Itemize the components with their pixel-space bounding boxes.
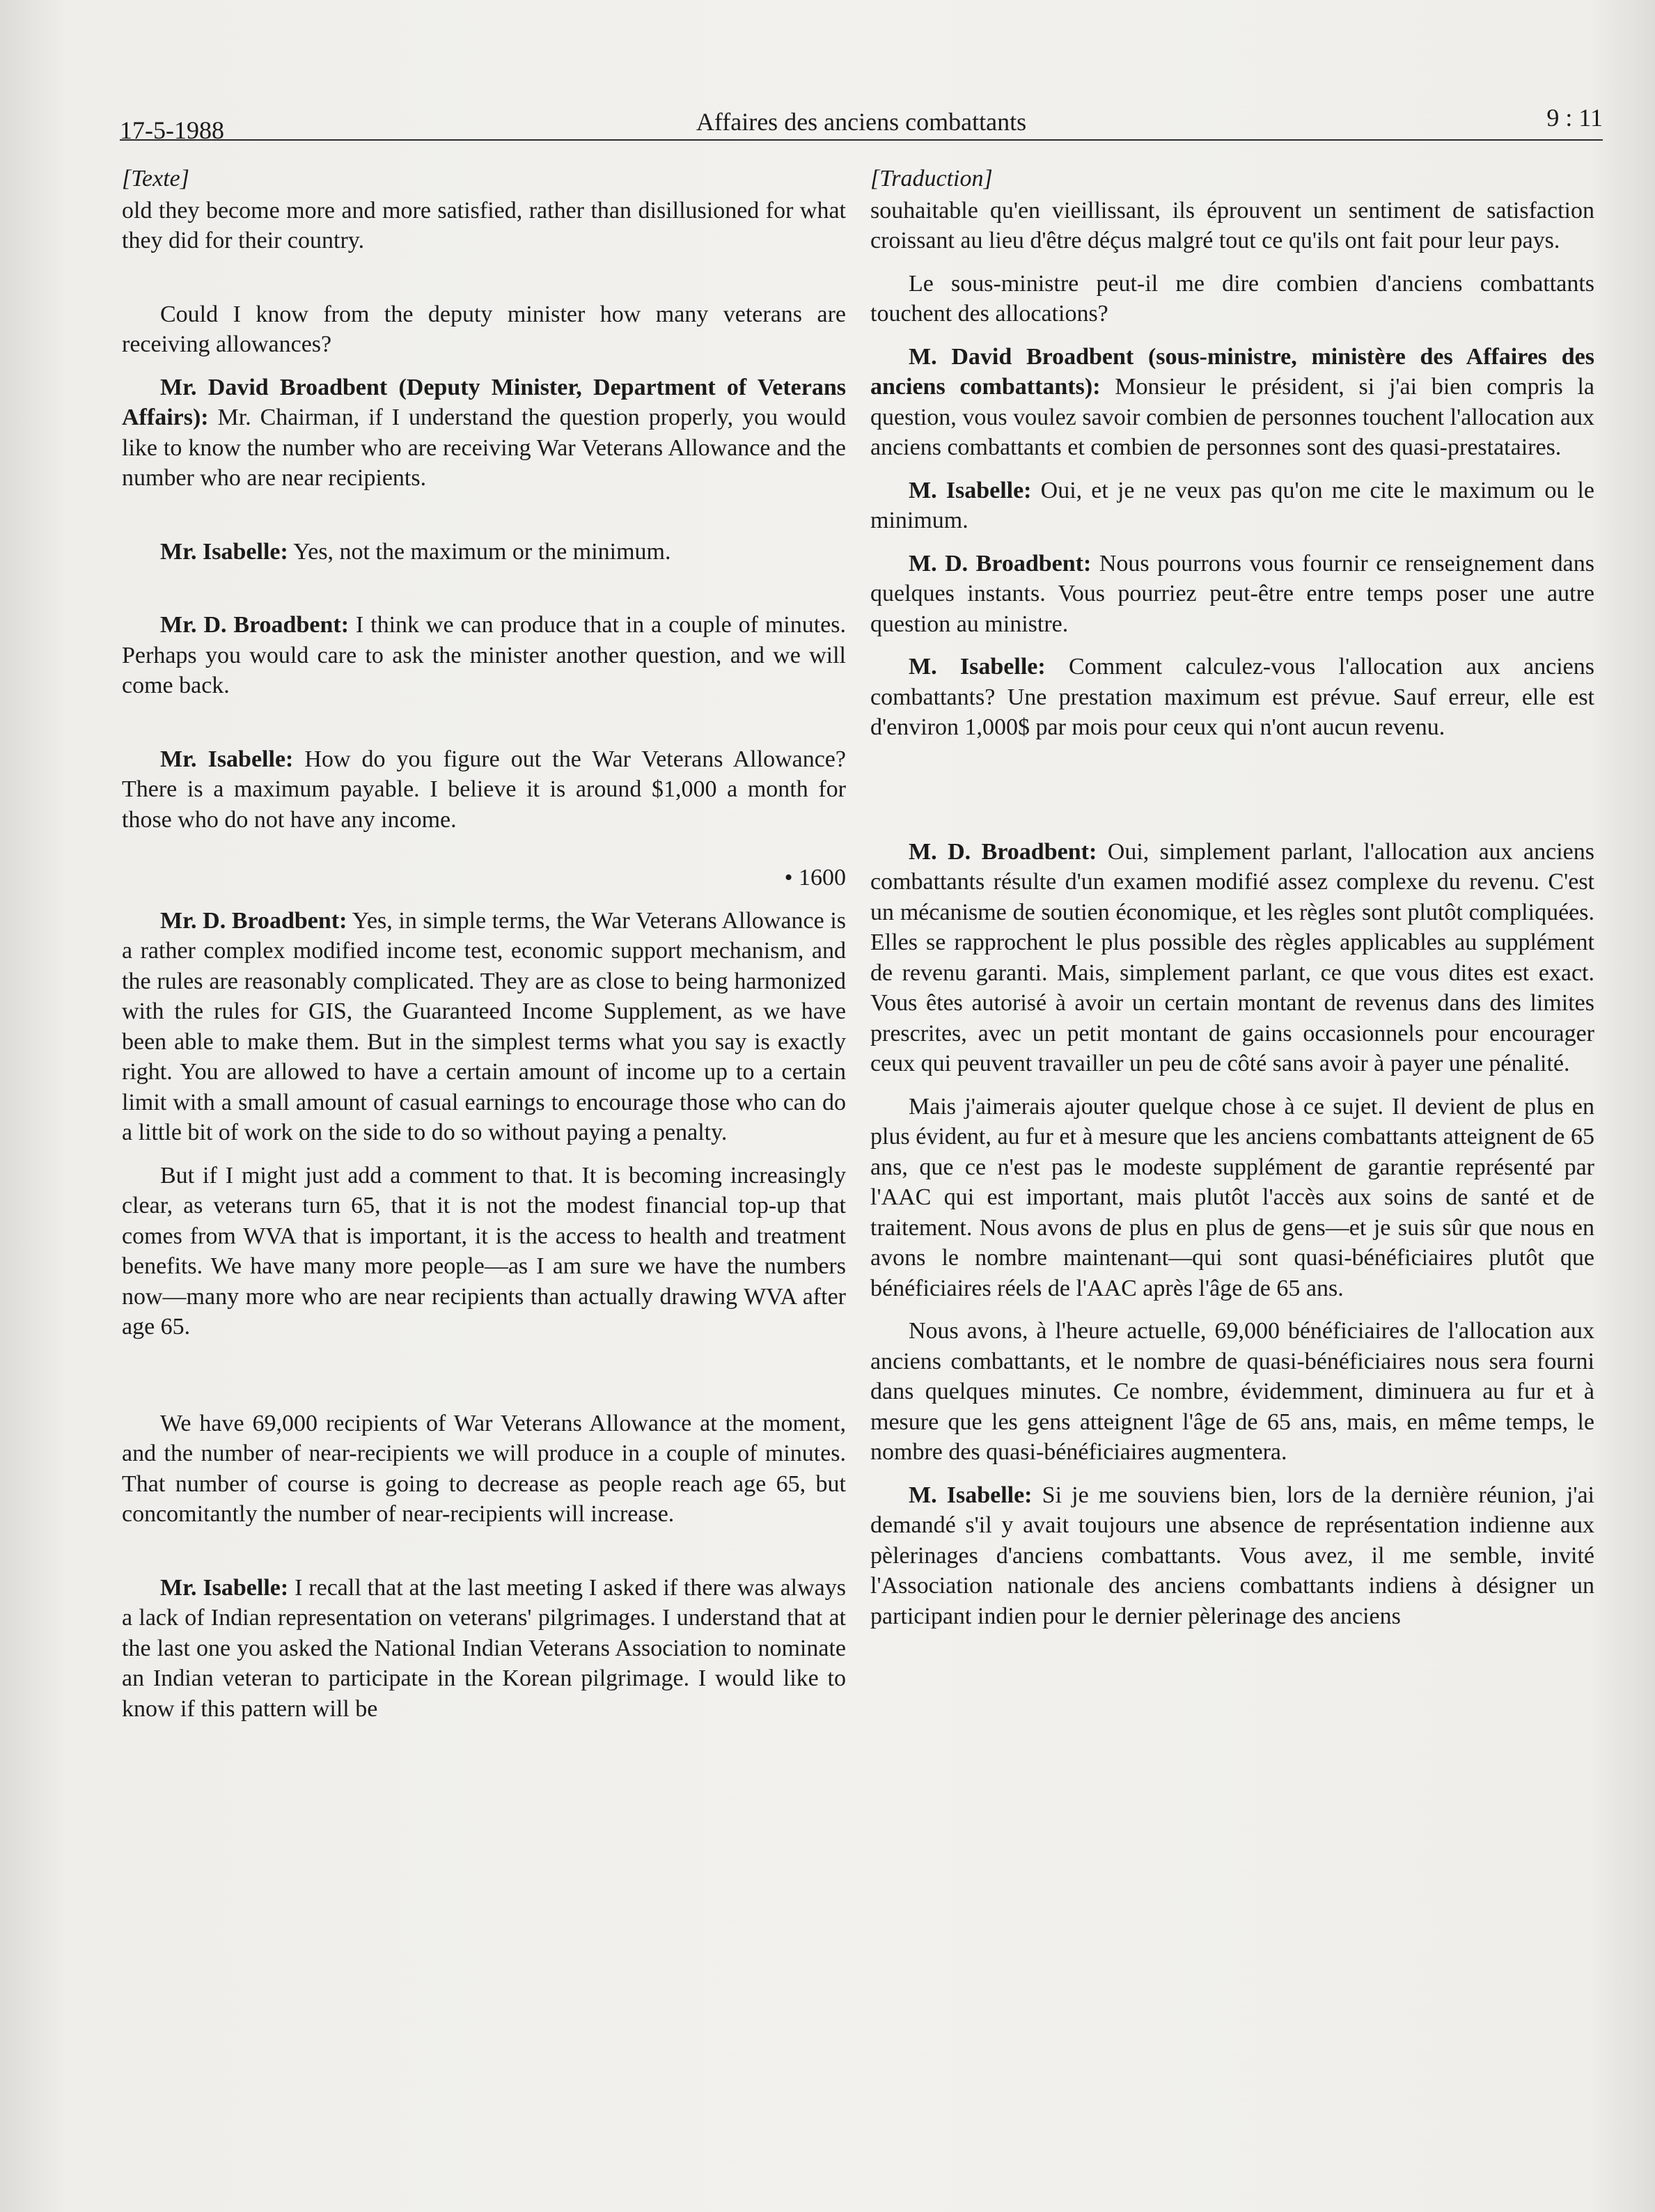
column-label: [Traduction]: [870, 166, 993, 191]
page-header: [120, 103, 1603, 146]
paragraph: [122, 744, 846, 836]
speech-text: Oui, et je ne veux pas qu'on me cite le maximum ou le minimum.: [870, 477, 1595, 533]
speaker-name: Mr. David Broadbent (Deputy Minister, Department of Veterans Affairs):: [122, 374, 846, 430]
paragraph: But if I might just add a comment to that. It is becoming increasingly clear, as veterans turn 65, that it is not the modest financial top-up that comes from WVA that is important, it is the access to health and treatment benefits. We have many more people—as I am sure we have the numbers now—many more who are near recipients than actually drawing WVA after age 65.: [122, 1162, 846, 1340]
speaker-name: M. Isabelle:: [909, 654, 1046, 680]
paragraph: Le sous-ministre peut-il me dire combien d'anciens combattants touchent des allocations?: [870, 270, 1594, 327]
paragraph: Nous avons, à l'heure actuelle, 69,000 bénéficiaires de l'allocation aux anciens combattants, et le nombre de quasi-bénéficiaires nous sera fourni dans quelques minutes. Ce nombre, évidemment, diminuera au fur et à mesure que les gens atteignent l'âge de 65 ans, mais, en même temps, le nombre des quasi-bénéficiaires augmentera.: [870, 1318, 1594, 1465]
speaker-name: Mr. D. Broadbent:: [160, 612, 350, 638]
header-page-number: 9 : 11: [1546, 104, 1603, 132]
speech-text: Oui, simplement parlant, l'allocation aux anciens combattants résulte d'un examen modifié assez complexe du revenu. C'est un mécanisme de soutien économique, et les règles sont plutôt compliquées. Elles se rapprochent le plus possible des règles applicables au supplément de revenu garanti. Mais, simplement parlant, ce que vous dites est exact. Vous êtes autorisé à avoir un certain montant de revenus dans des limites prescrites, avec un petit montant de gains occasionnels pour encourager ceux qui peuvent travailler un peu de côté sans avoir à payer une pénalité.: [870, 838, 1594, 1076]
paragraph: [122, 1573, 846, 1725]
speech-text: Comment calculez-vous l'allocation aux anciens combattants? Une prestation maximum est prévue. Sauf erreur, elle est d'environ 1,000$ par mois pour ceux qui n'ont aucun revenu.: [870, 654, 1594, 740]
speaker-name: M. Isabelle:: [909, 1482, 1033, 1508]
speech-text: Yes, in simple terms, the War Veterans Allowance is a rather complex modified income test, economic support mechanism, and the rules are reasonably complicated. They are as close to being harmonized with the rules for GIS, the Guaranteed Income Supplement, as we have been able to make them. But in the simplest terms what you say is exactly right. You are allowed to have a certain amount of income up to a certain limit with a small amount of casual earnings to encourage those who can do a little bit of work on the side to do so without paying a penalty.: [122, 907, 847, 1145]
paragraph: [870, 476, 1594, 536]
paragraph: [122, 372, 846, 494]
speaker-name: M. David Broadbent (sous-ministre, ministère des Affaires des anciens combattants):: [870, 343, 1594, 400]
speaker-name: Mr. Isabelle:: [160, 1574, 289, 1601]
header-title: Affaires des anciens combattants: [696, 108, 1027, 136]
paragraph: [870, 342, 1594, 463]
speaker-name: Mr. D. Broadbent:: [160, 907, 347, 934]
speaker-name: Mr. Isabelle:: [160, 746, 294, 772]
paragraph: [122, 906, 846, 1148]
header-date: 17-5-1988: [120, 116, 224, 144]
speaker-name: M. D. Broadbent:: [909, 550, 1092, 576]
paragraph: [870, 549, 1594, 640]
speech-text: Mr. Chairman, if I understand the question properly, you would like to know the number who are receiving War Veterans Allowance and the number who are near recipients.: [122, 405, 846, 491]
paragraph: [870, 652, 1594, 743]
paragraph: [122, 537, 846, 567]
paragraph: [122, 610, 846, 701]
speech-text: Si je me souviens bien, lors de la dernière réunion, j'ai demandé s'il y avait toujours une absence de représentation indienne aux pèlerinages d'anciens combattants. Vous avez, il me semble, invité l'Association nationale des anciens combattants indiens à désigner un participant indien pour le dernier pèlerinage des anciens: [870, 1482, 1595, 1629]
speech-text: How do you figure out the War Veterans Allowance? There is a maximum payable. I believe it is around $1,000 a month for those who do not have any income.: [122, 746, 846, 833]
french-column: [870, 164, 1594, 1631]
paragraph: Mais j'aimerais ajouter quelque chose à ce sujet. Il devient de plus en plus évident, au fur et à mesure que les anciens combattants atteignent de 65 ans, que ce n'est pas le modeste supplément de garantie représenté par l'AAC qui est important, mais plutôt l'accès aux soins de santé et de traitement. Nous avons de plus en plus de gens—et je suis sûr que nous en avons le nombre maintenant—qui sont quasi-bénéficiaires plutôt que bénéficiaires réels de l'AAC après l'âge de 65 ans.: [870, 1093, 1594, 1301]
time-marker: • 1600: [784, 865, 846, 891]
speaker-name: Mr. Isabelle:: [160, 538, 288, 565]
column-label: [Texte]: [122, 166, 189, 191]
paragraph: [870, 1480, 1594, 1632]
english-column: [122, 164, 846, 1724]
speech-text: I think we can produce that in a couple of minutes. Perhaps you would care to ask the minister another question, and we will come back.: [122, 612, 846, 698]
paragraph: We have 69,000 recipients of War Veterans Allowance at the moment, and the number of near-recipients we will produce in a couple of minutes. That number of course is going to decrease as people reach age 65, but concomitantly the number of near-recipients will increase.: [122, 1410, 846, 1527]
speech-text: Yes, not the maximum or the minimum.: [288, 538, 671, 565]
speech-text: I recall that at the last meeting I asked if there was always a lack of Indian representation on veterans' pilgrimages. I understand that at the last one you asked the National Indian Veterans Association to nominate an Indian veteran to participate in the Korean pilgrimage. I would like to know if this pattern will be: [122, 1574, 846, 1722]
speech-text: Monsieur le président, si j'ai bien compris la question, vous voulez savoir combien de personnes touchent l'allocation aux anciens combattants et combien de personnes sont des quasi-prestataires.: [870, 374, 1594, 460]
speaker-name: M. D. Broadbent:: [909, 838, 1097, 865]
header-rule: [120, 139, 1603, 141]
paragraph: old they become more and more satisfied, rather than disillusioned for what they did for their country.: [122, 197, 846, 253]
speech-text: Nous pourrons vous fournir ce renseignement dans quelques instants. Vous pourriez peut-être entre temps poser une autre question au ministre.: [870, 550, 1594, 637]
paragraph: [870, 837, 1594, 1079]
paragraph: Could I know from the deputy minister how many veterans are receiving allowances?: [122, 301, 846, 357]
paragraph: souhaitable qu'en vieillissant, ils éprouvent un sentiment de satisfaction croissant au lieu d'être déçus malgré tout ce qu'ils ont fait pour leur pays.: [870, 197, 1594, 253]
speaker-name: M. Isabelle:: [909, 477, 1032, 503]
